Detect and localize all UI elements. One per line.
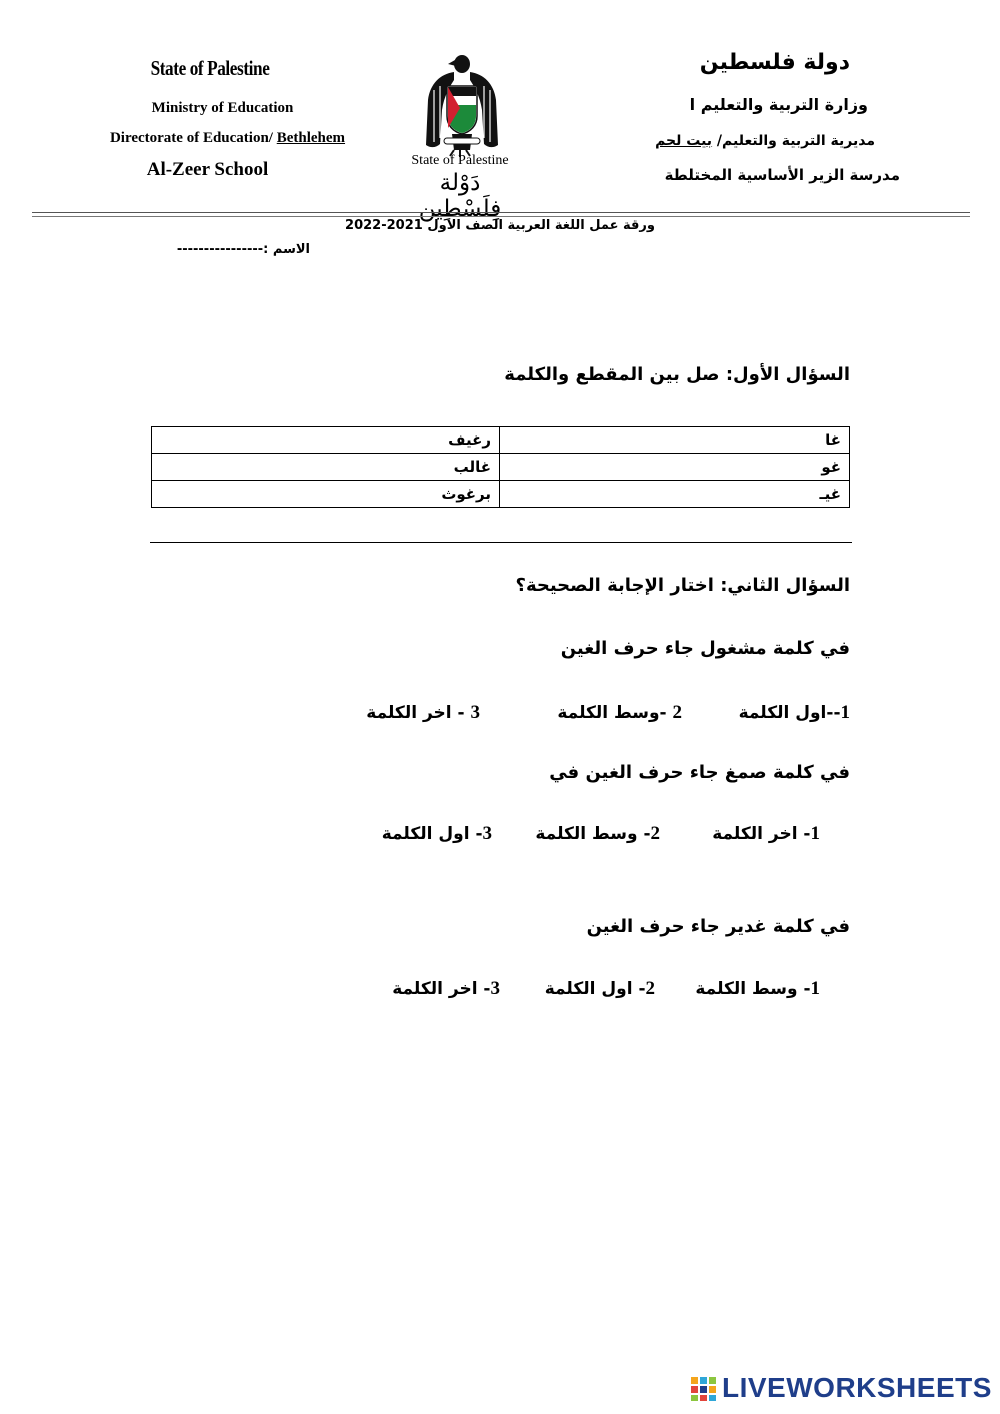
question-2-item-1-prompt: في كلمة مشغول جاء حرف الغين — [560, 638, 850, 659]
option-3[interactable]: 3- اخر الكلمة — [392, 978, 500, 999]
option-2[interactable]: 2 -وسط الكلمة — [557, 702, 682, 723]
section-divider — [150, 542, 852, 543]
directorate-prefix-en: Directorate of Education/ — [109, 130, 277, 146]
option-3[interactable]: 3 - اخر الكلمة — [366, 702, 480, 723]
emblem-caption: State of Palestine — [411, 153, 509, 168]
header-divider-secondary — [32, 216, 970, 217]
question-2-title: السؤال الثاني: اختار الإجابة الصحيحة؟ — [515, 575, 850, 596]
question-2-item-3-prompt: في كلمة غدير جاء حرف الغين — [586, 916, 850, 937]
question-2-item-2-prompt: في كلمة صمغ جاء حرف الغين في — [549, 762, 850, 783]
directorate-city-ar: بيت لحم — [655, 133, 713, 149]
directorate-prefix-ar: مديرية التربية والتعليم/ — [712, 133, 875, 149]
word-cell[interactable]: برغوث — [152, 481, 500, 508]
option-1[interactable]: 1--اول الكلمة — [738, 702, 850, 723]
question-1-title: السؤال الأول: صل بين المقطع والكلمة — [504, 364, 850, 385]
student-name-field[interactable]: الاسم :---------------- — [176, 242, 310, 257]
table-row — [152, 454, 850, 481]
option-3[interactable]: 3- اول الكلمة — [381, 823, 492, 844]
option-1[interactable]: 1- اخر الكلمة — [712, 823, 820, 844]
option-1[interactable]: 1- وسط الكلمة — [695, 978, 820, 999]
directorate-city-en: Bethlehem — [276, 130, 346, 146]
header-state-en: State of Palestine — [150, 56, 270, 80]
word-cell[interactable]: غالب — [152, 454, 500, 481]
option-2[interactable]: 2- وسط الكلمة — [535, 823, 660, 844]
table-row — [152, 481, 850, 508]
word-cell[interactable]: رغيف — [152, 427, 500, 454]
matching-table — [151, 426, 850, 508]
option-2[interactable]: 2- اول الكلمة — [544, 978, 655, 999]
header-divider — [32, 212, 970, 213]
emblem-calligraphy: دَوْلة فِلَسْطِين — [418, 170, 502, 222]
liveworksheets-brand[interactable]: LIVEWORKSHEETS — [722, 1372, 992, 1403]
syllable-cell[interactable]: غو — [500, 454, 850, 481]
syllable-cell[interactable]: غيـ — [500, 481, 850, 508]
header-ministry-en: Ministry of Education — [151, 100, 294, 116]
header-directorate-en — [85, 130, 370, 147]
header-directorate-ar — [655, 133, 875, 149]
worksheet-title: ورقة عمل اللغة العربية الصف الاول 2021-2022 — [345, 218, 655, 233]
table-row — [152, 427, 850, 454]
header-state-ar: دولة فلسطين — [699, 50, 850, 75]
syllable-cell[interactable]: غا — [500, 427, 850, 454]
header-school-en: Al-Zeer School — [146, 159, 269, 180]
liveworksheets-logo-icon — [690, 1376, 718, 1402]
header-ministry-ar: وزارة التربية والتعليم ا — [689, 95, 868, 114]
header-school-ar: مدرسة الزير الأساسية المختلطة — [664, 166, 900, 184]
